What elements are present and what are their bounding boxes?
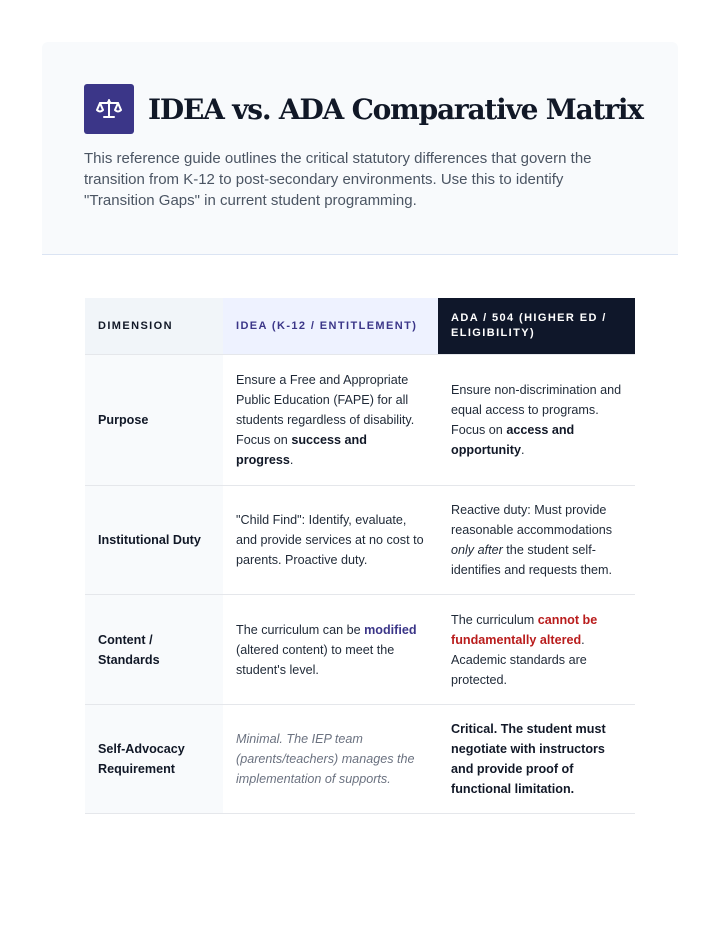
idea-text: Minimal. The IEP team (parents/teachers) manages the implementation of supports. (236, 732, 415, 786)
comparison-table (85, 298, 635, 814)
ada-cell (438, 705, 635, 813)
ada-cell (438, 486, 635, 594)
ada-emphasis: only after (451, 543, 503, 557)
ada-text-end: . (520, 443, 525, 457)
row-dimension-label: Institutional Duty (85, 486, 223, 594)
column-header-idea: IDEA (K-12 / ENTITLEMENT) (223, 298, 438, 354)
row-dimension-label: Purpose (85, 355, 223, 485)
table-row (85, 355, 635, 486)
idea-cell (223, 486, 438, 594)
ada-cell (438, 595, 635, 704)
column-header-dimension: DIMENSION (85, 298, 223, 354)
idea-cell (223, 355, 438, 485)
idea-text-end: . (289, 453, 294, 467)
scales-of-justice-icon (96, 98, 122, 120)
idea-cell (223, 595, 438, 704)
idea-text: "Child Find": Identify, evaluate, and provide services at no cost to parents. Proactive duty. (236, 513, 424, 567)
idea-emphasis: success and progress (236, 433, 367, 467)
page-title: IDEA vs. ADA Comparative Matrix (148, 93, 643, 126)
table-row (85, 486, 635, 595)
ada-text: Critical. The student must negotiate with instructors and provide proof of functional limitation. (451, 722, 606, 796)
logo-badge (84, 84, 134, 134)
idea-emphasis: modified (364, 622, 417, 637)
idea-cell (223, 705, 438, 813)
idea-text: The curriculum can be (236, 622, 365, 637)
intro-paragraph: This reference guide outlines the critical statutory differences that govern the transition from K-12 to post-secondary environments. Use this to identify "Transition Gaps" in current student programming. (84, 150, 592, 209)
ada-text: Ensure non-discrimination and equal access to programs. Focus on (451, 383, 622, 437)
table-row (85, 705, 635, 814)
column-header-ada: ADA / 504 (HIGHER ED / ELIGIBILITY) (438, 298, 635, 354)
row-dimension-label: Self-Advocacy Requirement (85, 705, 223, 813)
header-card (42, 42, 678, 255)
ada-emphasis: access and opportunity (451, 423, 575, 457)
ada-text-end: . Academic standards are protected. (451, 632, 587, 687)
idea-text: Ensure a Free and Appropriate Public Education (FAPE) for all students regardless of disability. Focus on (236, 373, 415, 447)
ada-text: The curriculum (451, 612, 538, 627)
ada-text: Reactive duty: Must provide reasonable accommodations (451, 503, 613, 537)
table-row (85, 595, 635, 705)
idea-text-end: (altered content) to meet the student's level. (236, 642, 395, 677)
ada-emphasis: cannot be fundamentally altered (451, 612, 598, 647)
row-dimension-label: Content / Standards (85, 595, 223, 704)
ada-cell (438, 355, 635, 485)
table-header-row (85, 298, 635, 355)
ada-text-end: the student self-identifies and requests them. (451, 543, 613, 577)
